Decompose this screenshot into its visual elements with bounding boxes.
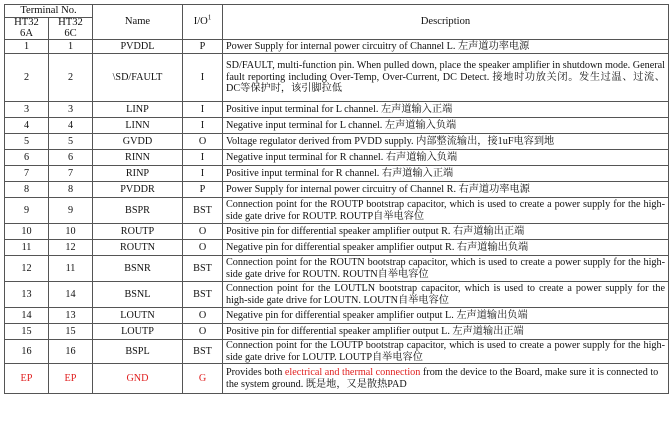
pin-description: Negative pin for differential speaker amplifier output L. 左声道输出负端	[223, 308, 669, 324]
io-header	[183, 5, 223, 40]
terminal-ht326c: 4	[49, 118, 93, 134]
terminal-ht326a: 7	[5, 166, 49, 182]
header-row-top	[5, 5, 669, 18]
pin-name: ROUTN	[93, 240, 183, 256]
terminal-no-header: Terminal No.	[5, 5, 93, 18]
pin-name: RINN	[93, 150, 183, 166]
pin-name: PVDDL	[93, 40, 183, 54]
pin-name: PVDDR	[93, 182, 183, 198]
pin-io-type: BST	[183, 282, 223, 308]
pin-io-type: BST	[183, 340, 223, 364]
terminal-ht326a: 8	[5, 182, 49, 198]
pin-description: Positive pin for differential speaker amplifier output L. 左声道输出正端	[223, 324, 669, 340]
pin-io-type: I	[183, 54, 223, 102]
pin-description: Positive pin for differential speaker amplifier output R. 右声道输出正端	[223, 224, 669, 240]
table-row	[5, 134, 669, 150]
table-row	[5, 340, 669, 364]
terminal-ht326a: EP	[5, 364, 49, 394]
terminal-ht326c: 1	[49, 40, 93, 54]
pin-io-type: P	[183, 182, 223, 198]
table-row	[5, 324, 669, 340]
table-row	[5, 40, 669, 54]
pin-rows	[5, 40, 669, 394]
pin-description: SD/FAULT, multi-function pin. When pulled down, place the speaker amplifier in shutdown mode. General fault reporting including Over-Temp, Over-Current, DC Detect. 接地时功放关闭。发生过温、过流、DC等保护时，该引脚拉低	[223, 54, 669, 102]
table-row	[5, 102, 669, 118]
terminal-ht326a: 3	[5, 102, 49, 118]
description-header: Description	[223, 5, 669, 40]
pin-io-type: I	[183, 166, 223, 182]
io-header-label: I/O	[193, 16, 208, 28]
pin-name: LINN	[93, 118, 183, 134]
pin-io-type: O	[183, 240, 223, 256]
pin-name: LOUTP	[93, 324, 183, 340]
terminal-ht326c: 9	[49, 198, 93, 224]
terminal-ht326a: 12	[5, 256, 49, 282]
ep-desc-start: Provides both	[226, 367, 285, 378]
table-row	[5, 224, 669, 240]
pin-name: LINP	[93, 102, 183, 118]
terminal-ht326a: 4	[5, 118, 49, 134]
ht326c-header: HT32 6C	[49, 18, 93, 40]
terminal-ht326c: 14	[49, 282, 93, 308]
terminal-ht326c: EP	[49, 364, 93, 394]
pin-name: BSPR	[93, 198, 183, 224]
table-row	[5, 118, 669, 134]
terminal-ht326c: 11	[49, 256, 93, 282]
terminal-ht326c: 16	[49, 340, 93, 364]
pin-name: BSNL	[93, 282, 183, 308]
table-row-ep	[5, 364, 669, 394]
io-footnote-mark: 1	[207, 13, 212, 22]
table-row	[5, 308, 669, 324]
terminal-ht326a: 9	[5, 198, 49, 224]
terminal-ht326a: 5	[5, 134, 49, 150]
pin-description-table	[4, 4, 669, 394]
ht326a-header: HT32 6A	[5, 18, 49, 40]
terminal-ht326c: 10	[49, 224, 93, 240]
terminal-ht326c: 12	[49, 240, 93, 256]
pin-name: LOUTN	[93, 308, 183, 324]
pin-name: BSPL	[93, 340, 183, 364]
pin-name: BSNR	[93, 256, 183, 282]
table-row	[5, 282, 669, 308]
terminal-ht326a: 2	[5, 54, 49, 102]
ep-desc-end: from the device to the Board, make sure it is connected to the system ground. 既是地，又是散热PAD	[226, 367, 659, 390]
pin-description	[223, 364, 669, 394]
pin-name: ROUTP	[93, 224, 183, 240]
pin-description: Voltage regulator derived from PVDD supply. 内部整流输出，接1uF电容到地	[223, 134, 669, 150]
terminal-ht326c: 3	[49, 102, 93, 118]
pin-io-type: G	[183, 364, 223, 394]
pin-description: Positive input terminal for L channel. 左声道输入正端	[223, 102, 669, 118]
terminal-ht326a: 14	[5, 308, 49, 324]
terminal-ht326a: 16	[5, 340, 49, 364]
terminal-ht326a: 10	[5, 224, 49, 240]
pin-io-type: O	[183, 324, 223, 340]
terminal-ht326c: 2	[49, 54, 93, 102]
pin-description: Negative input terminal for L channel. 左声道输入负端	[223, 118, 669, 134]
terminal-ht326a: 6	[5, 150, 49, 166]
table-row	[5, 198, 669, 224]
pin-description: Power Supply for internal power circuitry of Channel L. 左声道功率电源	[223, 40, 669, 54]
ep-desc-highlight: electrical and thermal connection	[284, 367, 421, 378]
pin-io-type: I	[183, 102, 223, 118]
table-row	[5, 256, 669, 282]
pin-description: Connection point for the ROUTP bootstrap capacitor, which is used to create a power supply for the high-side gate drive for ROUTP. ROUTP自举电容位	[223, 198, 669, 224]
table-row	[5, 166, 669, 182]
pin-io-type: O	[183, 224, 223, 240]
terminal-ht326c: 5	[49, 134, 93, 150]
pin-io-type: BST	[183, 256, 223, 282]
table-row	[5, 54, 669, 102]
terminal-ht326a: 13	[5, 282, 49, 308]
table-row	[5, 182, 669, 198]
terminal-ht326c: 7	[49, 166, 93, 182]
pin-name: GND	[93, 364, 183, 394]
name-header: Name	[93, 5, 183, 40]
pin-io-type: I	[183, 118, 223, 134]
terminal-ht326c: 15	[49, 324, 93, 340]
terminal-ht326c: 8	[49, 182, 93, 198]
terminal-ht326a: 11	[5, 240, 49, 256]
pin-description: Connection point for the LOUTLN bootstrap capacitor, which is used to create a power supply for the high-side gate drive for LOUTN. LOUTN自举电容位	[223, 282, 669, 308]
pin-io-type: I	[183, 150, 223, 166]
terminal-ht326c: 13	[49, 308, 93, 324]
terminal-ht326a: 1	[5, 40, 49, 54]
pin-description: Connection point for the LOUTP bootstrap capacitor, which is used to create a power supply for the high-side gate drive for LOUTP. LOUTP自举电容位	[223, 340, 669, 364]
pin-name: RINP	[93, 166, 183, 182]
table-row	[5, 150, 669, 166]
pin-description: Negative pin for differential speaker amplifier output R. 右声道输出负端	[223, 240, 669, 256]
terminal-ht326c: 6	[49, 150, 93, 166]
terminal-ht326a: 15	[5, 324, 49, 340]
table-row	[5, 240, 669, 256]
pin-description: Positive input terminal for R channel. 右声道输入正端	[223, 166, 669, 182]
pin-io-type: O	[183, 134, 223, 150]
pin-name: \SD/FAULT	[93, 54, 183, 102]
pin-description: Connection point for the ROUTN bootstrap capacitor, which is used to create a power supply for the high-side gate drive for ROUTN. ROUTN自举电容位	[223, 256, 669, 282]
pin-description: Power Supply for internal power circuitry of Channel R. 右声道功率电源	[223, 182, 669, 198]
pin-name: GVDD	[93, 134, 183, 150]
pin-io-type: P	[183, 40, 223, 54]
pin-description: Negative input terminal for R channel. 右声道输入负端	[223, 150, 669, 166]
pin-io-type: BST	[183, 198, 223, 224]
pin-io-type: O	[183, 308, 223, 324]
